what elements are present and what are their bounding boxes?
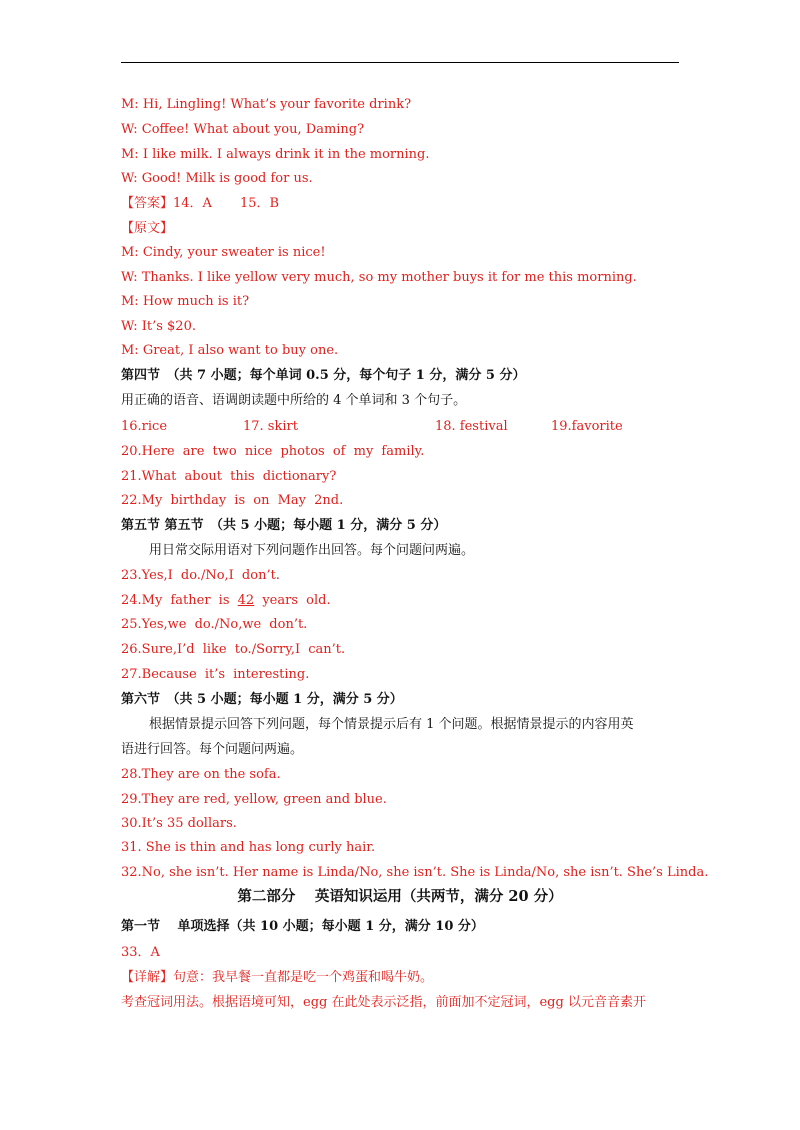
answer-item: 32.No, she isn’t. Her name is Linda/No, she isn’t. She is Linda/No, she isn’t. She’s Linda. bbox=[121, 865, 709, 880]
answer-item: 27.Because it’s interesting. bbox=[121, 667, 310, 682]
dialogue-line: M: Cindy, your sweater is nice! bbox=[121, 245, 326, 260]
section5-instruction: 用日常交际用语对下列问题作出回答。每个问题问两遍。 bbox=[149, 543, 475, 558]
answer-item: 31. She is thin and has long curly hair. bbox=[121, 840, 376, 855]
header-rule bbox=[121, 62, 679, 63]
section4-instruction: 用正确的语音、语调朗读题中所给的 4 个单词和 3 个句子。 bbox=[121, 393, 467, 408]
question-answer: 33．A bbox=[121, 945, 160, 960]
sentence-item: 20.Here are two nice photos of my family. bbox=[121, 444, 425, 459]
answer-24-number: 42 bbox=[237, 593, 255, 608]
dialogue-line: M: Hi, Lingling! What’s your favorite drink? bbox=[121, 97, 412, 112]
answer-item: 25.Yes,we do./No,we don’t. bbox=[121, 617, 308, 632]
section6-instruction: 根据情景提示回答下列问题，每个情景提示后有 1 个问题。根据情景提示的内容用英 bbox=[149, 717, 634, 732]
answer-14: 14．A bbox=[173, 196, 212, 211]
answer-item: 29.They are red, yellow, green and blue. bbox=[121, 792, 387, 807]
answer-15: 15．B bbox=[239, 196, 280, 211]
section6-instruction: 语进行回答。每个问题问两遍。 bbox=[121, 742, 304, 757]
dialogue-line: M: Great, I also want to buy one. bbox=[121, 343, 339, 358]
answer-line bbox=[121, 196, 279, 212]
answer-24-text: 24.My father is bbox=[121, 593, 230, 608]
dialogue-line: W: It’s $20. bbox=[121, 319, 196, 334]
answer-24-rest: years old. bbox=[262, 593, 331, 608]
answer-item bbox=[121, 593, 331, 609]
dialogue-line: W: Good! Milk is good for us. bbox=[121, 171, 313, 186]
sentence-item: 22.My birthday is on May 2nd. bbox=[121, 493, 344, 508]
word-item: 18. festival bbox=[435, 419, 508, 434]
explanation-line: 考查冠词用法。根据语境可知，egg 在此处表示泛指，前面加不定冠词，egg 以元音音素开 bbox=[121, 995, 646, 1010]
detail-line: 【详解】句意：我早餐一直都是吃一个鸡蛋和喝牛奶。 bbox=[121, 970, 434, 985]
answer-label: 【答案】 bbox=[121, 196, 174, 211]
dialogue-line: W: Thanks. I like yellow very much, so my mother buys it for me this morning. bbox=[121, 270, 637, 285]
word-item: 17. skirt bbox=[243, 419, 298, 434]
part2-title: 第二部分 英语知识运用（共两节，满分 20 分） bbox=[237, 888, 563, 905]
answer-item: 30.It’s 35 dollars. bbox=[121, 816, 237, 831]
word-item: 16.rice bbox=[121, 419, 168, 434]
answer-item: 28.They are on the sofa. bbox=[121, 767, 281, 782]
section4-title: 第四节 （共 7 小题；每个单词 0.5 分，每个句子 1 分，满分 5 分） bbox=[121, 368, 526, 383]
answer-item: 23.Yes,I do./No,I don’t. bbox=[121, 568, 280, 583]
dialogue-line: M: How much is it? bbox=[121, 294, 250, 309]
answer-item: 26.Sure,I’d like to./Sorry,I can’t. bbox=[121, 642, 346, 657]
section4-words bbox=[121, 419, 623, 435]
yuanwen-label: 【原文】 bbox=[121, 221, 174, 236]
part2-section1-title: 第一节 单项选择（共 10 小题；每小题 1 分，满分 10 分） bbox=[121, 919, 484, 934]
dialogue-line: W: Coffee! What about you, Daming? bbox=[121, 122, 365, 137]
section6-title: 第六节 （共 5 小题；每小题 1 分，满分 5 分） bbox=[121, 692, 403, 707]
section5-title: 第五节 第五节 （共 5 小题；每小题 1 分，满分 5 分） bbox=[121, 518, 447, 533]
dialogue-line: M: I like milk. I always drink it in the morning. bbox=[121, 147, 430, 162]
sentence-item: 21.What about this dictionary? bbox=[121, 469, 337, 484]
word-item: 19.favorite bbox=[551, 419, 623, 434]
